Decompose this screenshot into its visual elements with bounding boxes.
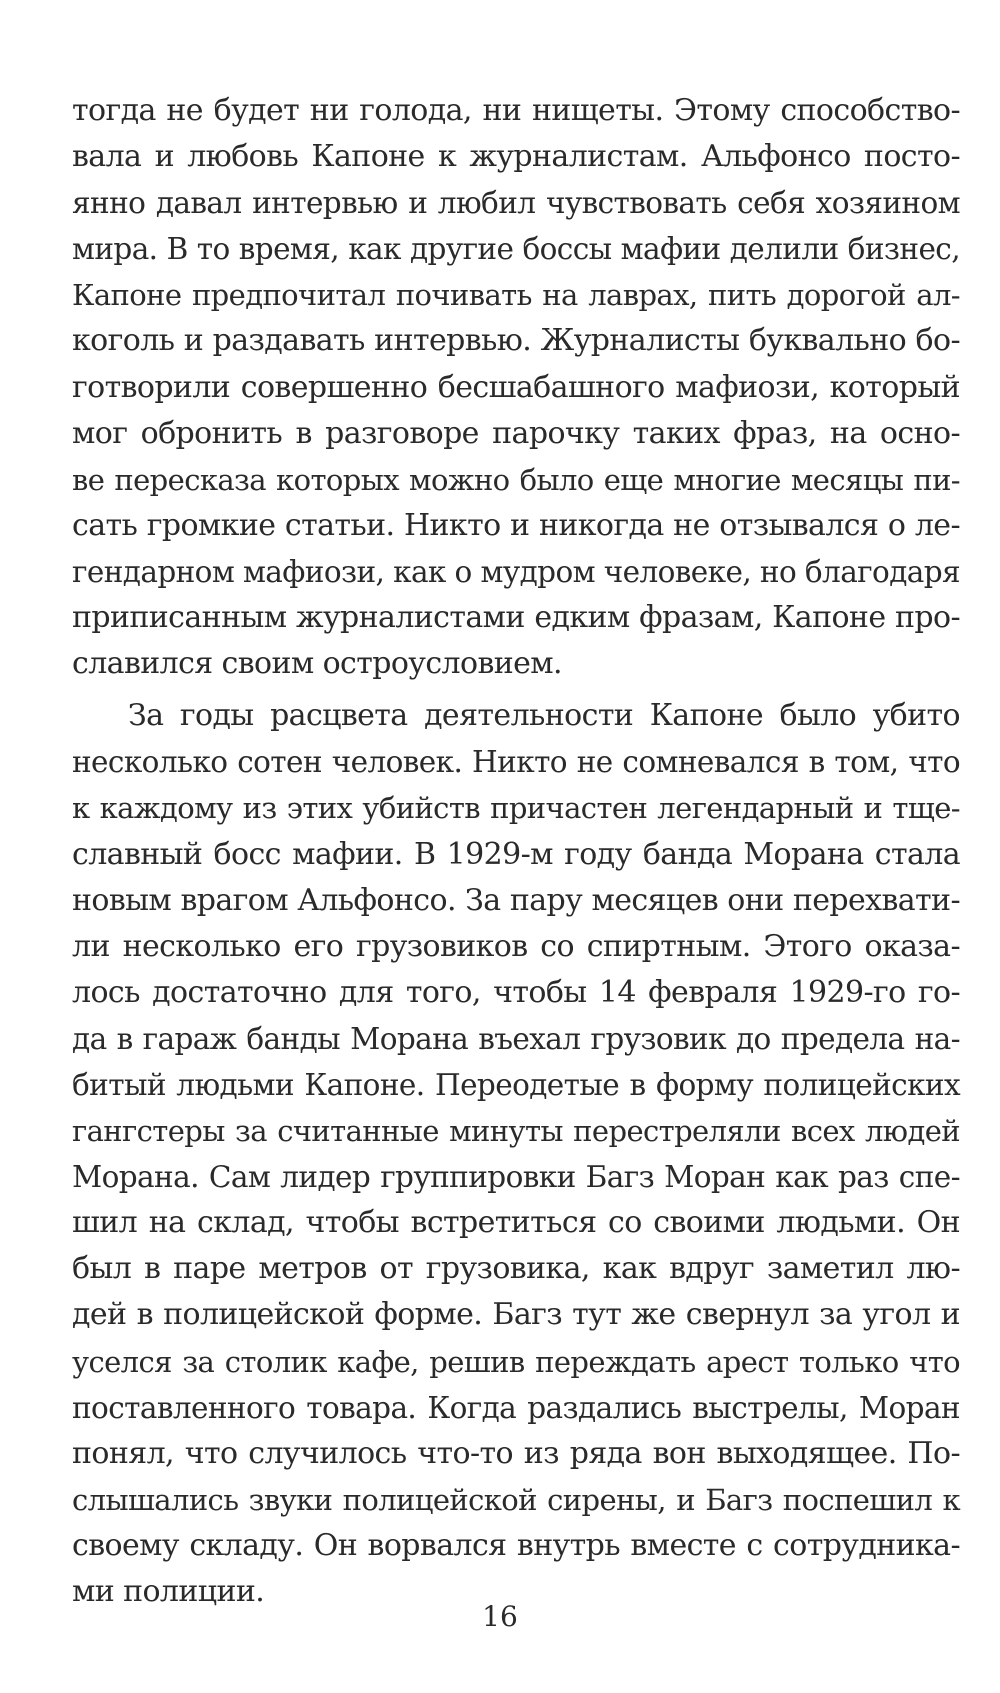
text-line: ми полиции. [72,1574,265,1609]
text-line: ве пересказа которых можно было еще многие месяцы пи- [72,462,960,497]
text-line: славный босс мафии. В 1929-м году банда Морана стала [72,836,960,872]
text-line: своему складу. Он ворвался внутрь вместе с сотрудника- [72,1527,960,1563]
text-line: тогда не будет ни голода, ни нищеты. Этому способство- [72,93,960,128]
text-line: Морана. Сам лидер группировки Багз Моран как раз спе- [72,1160,960,1195]
text-line: уселся за столик кафе, решив переждать арест только что [72,1344,960,1379]
paragraph-1 [72,88,960,687]
text-line: шил на склад, чтобы встретиться со своими людьми. Он [72,1205,960,1241]
text-line: понял, что случилось что-то из ряда вон выходящее. По- [72,1435,960,1471]
text-line: За годы расцвета деятельности Капоне было убито [128,698,960,734]
text-line: мира. В то время, как другие боссы мафии делили бизнес, [72,232,960,267]
text-line: новым врагом Альфонсо. За пару месяцев они перехвати- [72,882,960,918]
text-line: славился своим остроусловием. [72,646,562,682]
text-line: янно давал интервью и любил чувствовать себя хозяином [72,186,960,221]
text-line: Капоне предпочитал почивать на лаврах, пить дорогой ал- [72,278,960,313]
text-line: поставленного товара. Когда раздались выстрелы, Моран [72,1390,960,1425]
paragraph-2 [72,693,960,1615]
text-line: слышались звуки полицейской сирены, и Багз поспешил к [72,1482,960,1517]
text-line: гендарном мафиози, как о мудром человеке, но благодаря [72,554,961,589]
text-line: несколько сотен человек. Никто не сомневался в том, что [72,745,960,780]
text-line: коголь и раздавать интервью. Журналисты буквально бо- [72,323,960,359]
text-line: приписанным журналистами едким фразам, Капоне про- [72,600,960,636]
text-line: мог обронить в разговоре парочку таких фраз, на осно- [72,415,960,451]
text-line: гангстеры за считанные минуты перестреляли всех людей [72,1114,960,1149]
text-line: вала и любовь Капоне к журналистам. Альфонсо посто- [72,139,960,175]
page-number: 16 [482,1600,518,1633]
text-line: был в паре метров от грузовика, как вдруг заметил лю- [72,1251,960,1287]
text-line: да в гараж банды Морана въехал грузовик до предела на- [72,1021,960,1056]
text-line: готворили совершенно бесшабашного мафиози, который [72,369,960,405]
text-line: ли несколько его грузовиков со спиртным. Этого оказа- [72,928,960,964]
text-line: дей в полицейской форме. Багз тут же свернул за угол и [72,1297,960,1333]
text-line: лось достаточно для того, чтобы 14 февраля 1929-го го- [72,974,960,1010]
text-line: к каждому из этих убийств причастен легендарный и тще- [72,791,960,826]
text-line: битый людьми Капоне. Переодетые в форму полицейских [72,1067,960,1102]
body-text [72,88,960,1615]
text-line: сать громкие статьи. Никто и никогда не отзывался о ле- [72,507,960,543]
